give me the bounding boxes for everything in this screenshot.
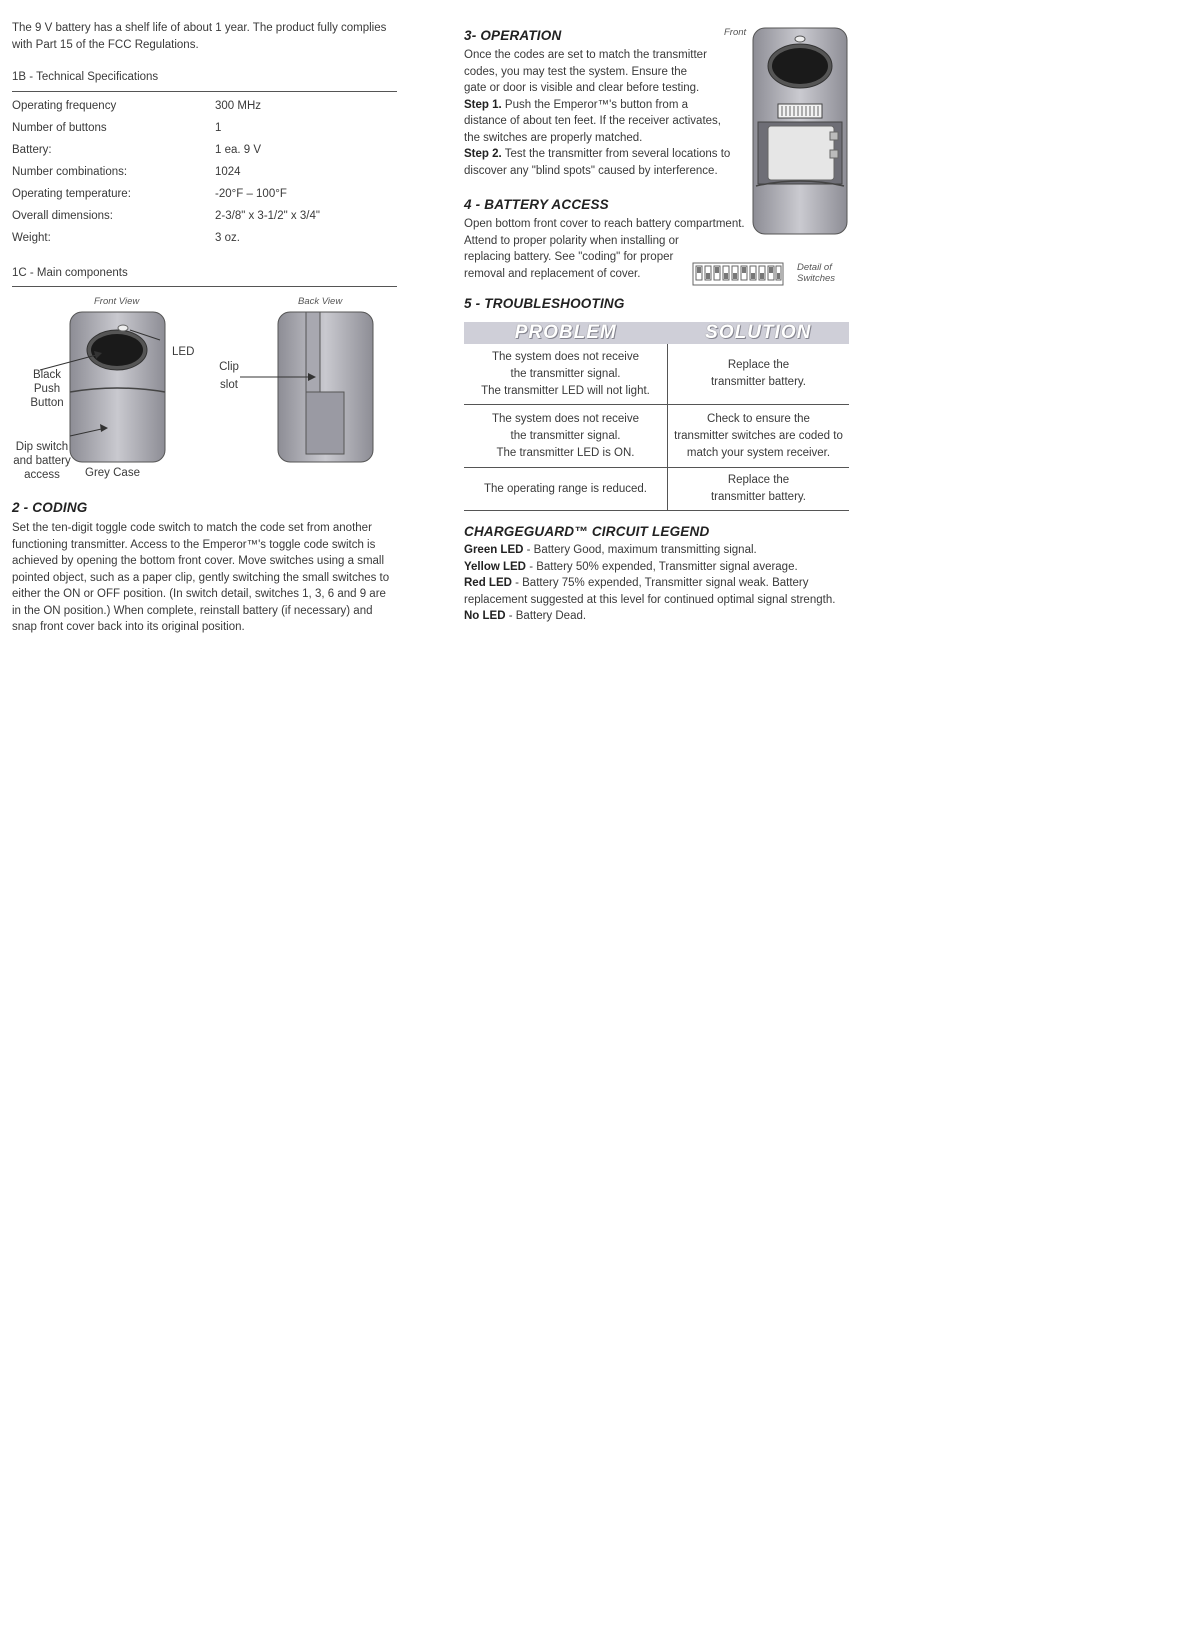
dip-switch-label: Dip switch and battery access [13,441,71,481]
problem-cell: The operating range is reduced. [464,468,668,511]
spec-value: 2-3/8" x 3-1/2" x 3/4" [215,210,320,222]
troubleshooting-heading: 5 - TROUBLESHOOTING [464,296,625,311]
solution-cell: Check to ensure the transmitter switches are coded to match your system receiver. [668,405,850,468]
table-row [464,405,849,468]
legend-list: Green LED - Battery Good, maximum transmitting signal. Yellow LED - Battery 50% expended, Transmitter signal average. Red LED - Battery 75% expended, Transmitter signal weak. Battery replacement suggested at this level for continued optimal signal strength. No LED - Battery Dead. [464,542,835,625]
battery-text: Open bottom front cover to reach battery compartment. Attend to proper polarity when installing or replacing battery. See "coding" for proper removal and replacement of cover. [464,218,745,280]
problem-cell: The system does not receive the transmitter signal. The transmitter LED is ON. [464,405,668,468]
spec-label: Number combinations: [12,166,128,178]
spec-label: Operating frequency [12,100,117,112]
spec-value: 3 oz. [215,232,240,244]
spec-label: Battery: [12,144,52,156]
front-caption: Front [724,27,747,38]
spec-value: 1024 [215,166,241,178]
spec-label: Weight: [12,232,51,244]
coding-heading: 2 - CODING [12,500,88,515]
intro-text: The 9 V battery has a shelf life of about 1 year. The product fully complies with Part 15 of the FCC Regulations. [12,22,387,51]
operation-text: Once the codes are set to match the transmitter codes, you may test the system. Ensure the gate or door is visible and clear before testing. Step 1. Push the Emperor™'s button from a distance of about ten feet. If the receiver activates, the switches are properly matched. Step 2. Test the transmitter from several locations to discover any "blind spots" caused by interference. [464,49,731,177]
switch-detail-caption: Detail of Switches [797,262,836,284]
table-row [464,468,849,511]
solution-cell: Replace the transmitter battery. [668,468,850,511]
clip-slot-label: Clip slot [219,361,239,391]
operation-heading: 3- OPERATION [464,28,562,43]
coding-text: Set the ten-digit toggle code switch to match the code set from another functioning transmitter. Access to the Emperor™'s toggle code switch is achieved by opening the bottom front cover. Move switches using a small pointed object, such as a paper clip, gently switching the small switches to either the ON or OFF position. (In switch detail, switches 1, 3, 6 and 9 are in the ON position.) When complete, reinstall battery (if necessary) and snap front cover back into its original position. [12,522,390,633]
solution-column-header: SOLUTION [668,322,850,344]
front-open-remote-illustration [750,26,850,236]
divider [12,286,397,287]
front-view-caption: Front View [94,296,140,307]
troubleshooting-table [464,322,849,511]
back-view-caption: Back View [298,296,343,307]
grey-case-label: Grey Case [85,467,140,479]
switch-detail-illustration [692,262,784,286]
solution-cell: Replace the transmitter battery. [668,344,850,405]
spec-label: Overall dimensions: [12,210,113,222]
tech-specs-heading: 1B - Technical Specifications [12,71,159,83]
spec-label: Number of buttons [12,122,107,134]
components-heading: 1C - Main components [12,267,128,279]
step1-label: Step 1. [464,98,502,111]
legend-heading: CHARGEGUARD™ CIRCUIT LEGEND [464,524,710,539]
problem-column-header: PROBLEM [464,322,668,344]
spec-value: -20°F – 100°F [215,188,287,200]
black-push-button-label: Black Push Button [30,369,64,409]
legend-item-yellow: Yellow LED - Battery 50% expended, Transmitter signal average. [464,560,798,573]
step2-label: Step 2. [464,148,502,160]
led-label: LED [172,346,195,358]
spec-value: 1 ea. 9 V [215,144,262,156]
spec-value: 1 [215,122,222,134]
legend-item-green: Green LED - Battery Good, maximum transmitting signal. [464,544,757,556]
spec-value: 300 MHz [215,100,262,112]
battery-heading: 4 - BATTERY ACCESS [464,197,609,212]
problem-cell: The system does not receive the transmitter signal. The transmitter LED will not light. [464,344,668,405]
legend-item-none: No LED - Battery Dead. [464,610,587,622]
table-row [464,344,849,405]
legend-item-red: Red LED - Battery 75% expended, Transmitter signal weak. Battery [464,577,809,589]
spec-label: Operating temperature: [12,188,131,200]
divider [12,91,397,92]
